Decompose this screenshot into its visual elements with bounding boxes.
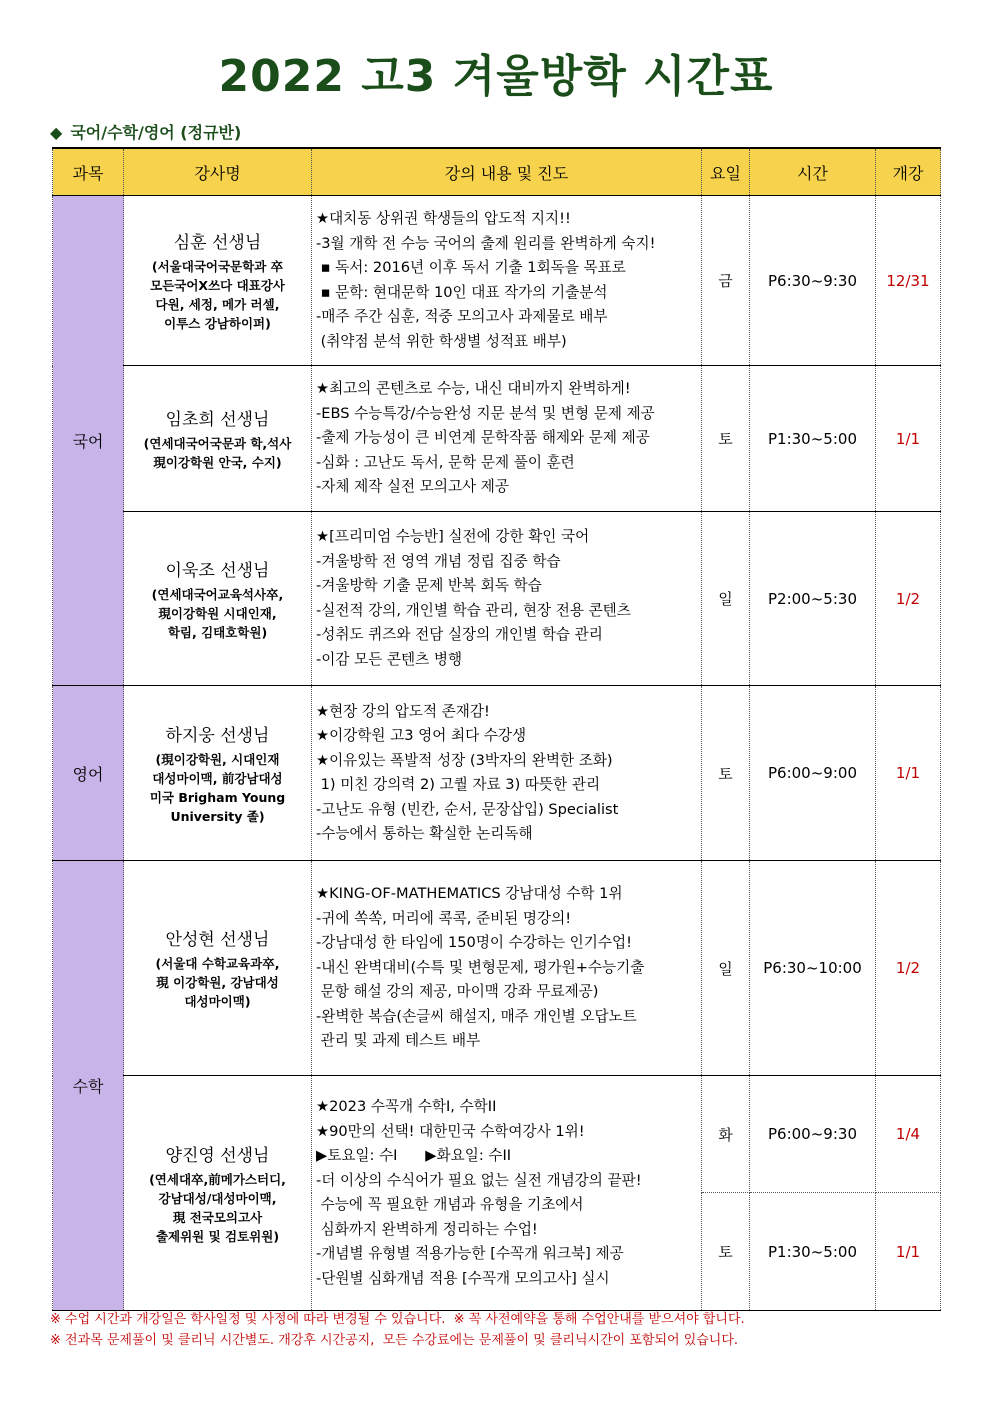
teacher-name: 이욱조 선생님 bbox=[165, 560, 270, 581]
content-line: ★이강학원 고3 영어 최다 수강생 bbox=[316, 727, 527, 744]
content-line: 관리 및 과제 테스트 배부 bbox=[316, 1032, 481, 1050]
start-date-cell: 1/1 bbox=[876, 686, 941, 861]
header-start: 개강 bbox=[876, 148, 941, 196]
section-heading bbox=[50, 120, 241, 143]
content-line: -출제 가능성이 큰 비연계 문학작품 해제와 문제 제공 bbox=[316, 429, 650, 447]
header-day: 요일 bbox=[702, 148, 750, 196]
teacher-desc-line: 학림, 김태호학원) bbox=[167, 624, 268, 640]
teacher-desc-line: (서울대 수학교육과卒, bbox=[155, 956, 280, 971]
content-line: -개념별 유형별 적용가능한 [수꼭개 워크북] 제공 bbox=[316, 1245, 624, 1262]
teacher-desc-line: 대성마이맥, 前강남대성 bbox=[152, 770, 283, 786]
start-date-cell: 1/2 bbox=[876, 861, 941, 1076]
teacher-desc bbox=[125, 750, 310, 826]
content-line: -수능에서 통하는 확실한 논리독해 bbox=[316, 825, 533, 842]
content-line: -귀에 쏙쏙, 머리에 콕콕, 준비된 명강의! bbox=[316, 909, 572, 927]
content-line: ★현장 강의 압도적 존재감! bbox=[316, 702, 490, 720]
table-row bbox=[53, 196, 941, 366]
content-line: -EBS 수능특강/수능완성 지문 분석 및 변형 문제 제공 bbox=[316, 404, 655, 422]
content-line: -겨울방학 전 영역 개념 정립 집중 학습 bbox=[316, 552, 561, 570]
timetable bbox=[52, 147, 941, 1311]
day-cell: 화 bbox=[702, 1076, 750, 1193]
teacher-desc bbox=[125, 1170, 310, 1246]
day-cell: 일 bbox=[702, 512, 750, 686]
subject-korean: 국어 bbox=[53, 196, 124, 686]
teacher-desc-line: 미국 Brigham Young bbox=[149, 789, 286, 805]
content-cell bbox=[312, 512, 702, 686]
teacher-desc-line: 現이강학원 시대인재, bbox=[158, 605, 277, 621]
table-row bbox=[53, 1076, 941, 1193]
content-line: ▪ 문학: 현대문학 10인 대표 작가의 기출분석 bbox=[316, 283, 608, 301]
teacher-desc-line: 이투스 강남하이퍼) bbox=[164, 316, 271, 331]
day-cell: 금 bbox=[702, 196, 750, 366]
content-cell bbox=[312, 686, 702, 861]
time-cell: P2:00~5:30 bbox=[750, 512, 876, 686]
teacher-name: 양진영 선생님 bbox=[165, 1145, 270, 1166]
content-line: -단원별 심화개념 적용 [수꼭개 모의고사] 실시 bbox=[316, 1269, 610, 1287]
teacher-name: 안성현 선생님 bbox=[165, 930, 270, 950]
day-cell: 토 bbox=[702, 686, 750, 861]
content-line: ★최고의 콘텐츠로 수능, 내신 대비까지 완벽하게! bbox=[316, 380, 631, 398]
teacher-desc-line: (서울대국어국문학과 卒 bbox=[151, 259, 284, 274]
content-line: -3월 개학 전 수능 국어의 출제 원리를 완벽하게 숙지! bbox=[316, 234, 656, 252]
teacher-desc-line: (現이강학원, 시대인재 bbox=[155, 751, 280, 767]
start-date-cell: 1/2 bbox=[876, 512, 941, 686]
content-line: -더 이상의 수식어가 필요 없는 실전 개념강의 끝판! bbox=[316, 1171, 642, 1189]
teacher-desc-line: 모든국어X쓰다 대표강사 bbox=[150, 278, 285, 293]
footnotes bbox=[50, 1309, 745, 1351]
content-line: (취약점 분석 위한 학생별 성적표 배부) bbox=[316, 332, 567, 350]
content-line: ★2023 수꼭개 수학I, 수학II bbox=[316, 1098, 497, 1115]
time-cell: P1:30~5:00 bbox=[750, 1193, 876, 1311]
content-line: -고난도 유형 (빈칸, 순서, 문장삽입) Specialist bbox=[316, 800, 619, 818]
start-date-cell: 1/1 bbox=[876, 1193, 941, 1311]
teacher-desc-line: 現 이강학원, 강남대성 bbox=[156, 975, 279, 990]
header-subject: 과목 bbox=[53, 148, 124, 196]
footnote-line: ※ 수업 시간과 개강일은 학사일정 및 사정에 따라 변경될 수 있습니다. ※ 꼭 사전예약을 통해 수업안내를 받으셔야 합니다. bbox=[50, 1312, 745, 1327]
day-cell: 토 bbox=[702, 1193, 750, 1311]
diamond-bullet-icon: ◆ bbox=[50, 123, 63, 142]
content-line: -심화 : 고난도 독서, 문학 문제 풀이 훈련 bbox=[316, 453, 575, 471]
content-line: ★대치동 상위권 학생들의 압도적 지지!! bbox=[316, 210, 571, 227]
teacher-desc bbox=[125, 434, 310, 472]
time-cell: P6:30~10:00 bbox=[750, 861, 876, 1076]
subject-english: 영어 bbox=[53, 686, 124, 861]
content-line: ▪ 독서: 2016년 이후 독서 기출 1회독을 목표로 bbox=[316, 259, 626, 276]
teacher-desc bbox=[125, 585, 310, 642]
content-line: -내신 완벽대비(수특 및 변형문제, 평가원+수능기출 bbox=[316, 958, 645, 976]
start-date-cell: 1/4 bbox=[876, 1076, 941, 1193]
start-date-cell: 1/1 bbox=[876, 366, 941, 512]
teacher-desc-line: (연세대국어교육석사卒, bbox=[151, 586, 284, 602]
content-line: ★KING-OF-MATHEMATICS 강남대성 수학 1위 bbox=[316, 885, 623, 903]
content-line: ★90만의 선택! 대한민국 수학여강사 1위! bbox=[316, 1122, 585, 1140]
teacher-name: 심훈 선생님 bbox=[173, 233, 262, 253]
teacher-cell bbox=[124, 366, 312, 512]
time-cell: P6:00~9:00 bbox=[750, 686, 876, 861]
content-line: -강남대성 한 타임에 150명이 수강하는 인기수업! bbox=[316, 934, 632, 952]
table-row bbox=[53, 512, 941, 686]
table-row bbox=[53, 366, 941, 512]
header-time: 시간 bbox=[750, 148, 876, 196]
subject-math: 수학 bbox=[53, 861, 124, 1311]
day-cell: 일 bbox=[702, 861, 750, 1076]
content-line: 1) 미친 강의력 2) 고퀄 자료 3) 따뜻한 관리 bbox=[316, 776, 601, 793]
teacher-desc bbox=[125, 954, 310, 1011]
teacher-cell bbox=[124, 196, 312, 366]
teacher-cell bbox=[124, 686, 312, 861]
content-cell bbox=[312, 861, 702, 1076]
teacher-desc-line: 다원, 세정, 메가 러셀, bbox=[155, 297, 280, 312]
content-line: -매주 주간 심훈, 적중 모의고사 과제물로 배부 bbox=[316, 308, 608, 325]
header-teacher: 강사명 bbox=[124, 148, 312, 196]
teacher-desc-line: (연세대국어국문과 학,석사 bbox=[143, 436, 292, 451]
teacher-desc bbox=[125, 257, 310, 333]
table-row bbox=[53, 686, 941, 861]
content-line: 문항 해설 강의 제공, 마이맥 강좌 무료제공) bbox=[316, 983, 599, 1001]
page-title: 2022 고3 겨울방학 시간표 bbox=[218, 51, 774, 102]
content-line: -성취도 퀴즈와 전담 실장의 개인별 학습 관리 bbox=[316, 626, 603, 643]
teacher-name: 하지웅 선생님 bbox=[165, 725, 270, 746]
teacher-desc-line: 강남대성/대성마이맥, bbox=[158, 1190, 277, 1206]
teacher-desc-line: (연세대卒,前메가스터디, bbox=[149, 1171, 286, 1187]
content-line: ★이유있는 폭발적 성장 (3박자의 완벽한 조화) bbox=[316, 751, 613, 769]
content-line: -자체 제작 실전 모의고사 제공 bbox=[316, 478, 509, 496]
time-cell: P1:30~5:00 bbox=[750, 366, 876, 512]
content-line: -완벽한 복습(손글씨 해설지, 매주 개인별 오답노트 bbox=[316, 1007, 637, 1025]
content-line: -이감 모든 콘텐츠 병행 bbox=[316, 650, 463, 668]
content-line: 심화까지 완벽하게 정리하는 수업! bbox=[316, 1220, 538, 1238]
time-cell: P6:30~9:30 bbox=[750, 196, 876, 366]
teacher-desc-line: 출제위원 및 검토위원) bbox=[155, 1228, 280, 1244]
header-row bbox=[53, 148, 941, 196]
teacher-desc-line: 대성마이맥) bbox=[184, 994, 251, 1009]
day-cell: 토 bbox=[702, 366, 750, 512]
start-date-cell: 12/31 bbox=[876, 196, 941, 366]
content-cell bbox=[312, 196, 702, 366]
teacher-desc-line: University 졸) bbox=[170, 808, 265, 824]
table-row bbox=[53, 861, 941, 1076]
content-line: ★[프리미엄 수능반] 실전에 강한 확인 국어 bbox=[316, 528, 590, 545]
content-line: ▶토요일: 수I ▶화요일: 수II bbox=[316, 1147, 512, 1164]
footnote-line: ※ 전과목 문제풀이 및 클리닉 시간별도. 개강후 시간공지, 모든 수강료에는 문제풀이 및 클리닉시간이 포함되어 있습니다. bbox=[50, 1333, 739, 1348]
header-content: 강의 내용 및 진도 bbox=[312, 148, 702, 196]
teacher-desc-line: 現 전국모의고사 bbox=[172, 1209, 263, 1225]
teacher-cell bbox=[124, 861, 312, 1076]
teacher-cell bbox=[124, 1076, 312, 1311]
content-line: -실전적 강의, 개인별 학습 관리, 현장 전용 콘텐츠 bbox=[316, 601, 631, 619]
content-line: -겨울방학 기출 문제 반복 회독 학습 bbox=[316, 577, 542, 594]
content-cell bbox=[312, 1076, 702, 1311]
time-cell: P6:00~9:30 bbox=[750, 1076, 876, 1193]
teacher-desc-line: 現이강학원 안국, 수지) bbox=[153, 455, 282, 470]
section-label: 국어/수학/영어 (정규반) bbox=[70, 123, 242, 142]
content-line: 수능에 꼭 필요한 개념과 유형을 기초에서 bbox=[316, 1196, 584, 1213]
teacher-name: 임초희 선생님 bbox=[165, 410, 270, 430]
teacher-cell bbox=[124, 512, 312, 686]
content-cell bbox=[312, 366, 702, 512]
